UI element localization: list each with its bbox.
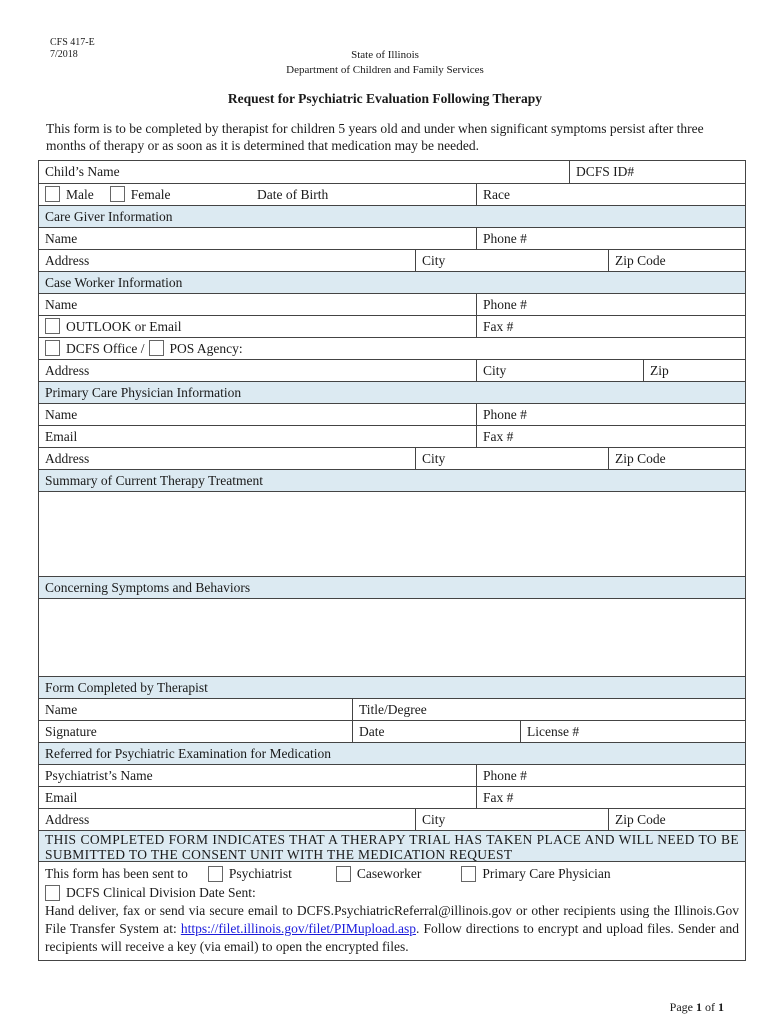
dob-field[interactable] bbox=[251, 184, 476, 205]
clinical-date-line bbox=[45, 884, 739, 902]
caseworker-phone-label: Phone # bbox=[483, 297, 527, 312]
page-total: 1 bbox=[718, 1000, 724, 1014]
caregiver-phone-field[interactable] bbox=[476, 228, 745, 249]
physician-section-title: Primary Care Physician Information bbox=[45, 385, 242, 400]
psychiatrist-fax-field[interactable] bbox=[476, 787, 745, 808]
notice-row bbox=[39, 830, 745, 861]
physician-email-label: Email bbox=[45, 429, 78, 444]
psychiatrist-email-label: Email bbox=[45, 790, 78, 805]
male-label: Male bbox=[66, 187, 94, 202]
caseworker-name-label: Name bbox=[45, 297, 78, 312]
caseworker-name-row bbox=[39, 293, 745, 315]
dcfs-office-label: DCFS Office / bbox=[66, 341, 145, 356]
caseworker-section-header bbox=[39, 271, 745, 293]
therapist-date-field[interactable] bbox=[352, 721, 520, 742]
sent-psychiatrist-checkbox[interactable] bbox=[208, 866, 223, 882]
form-number: CFS 417-E bbox=[50, 37, 95, 48]
physician-zip-label: Zip Code bbox=[615, 451, 666, 466]
caregiver-name-field[interactable] bbox=[39, 228, 476, 249]
psychiatrist-fax-label: Fax # bbox=[483, 790, 514, 805]
caseworker-zip-field[interactable] bbox=[643, 360, 745, 381]
physician-address-row bbox=[39, 447, 745, 469]
caregiver-city-label: City bbox=[422, 253, 446, 268]
state-name: State of Illinois bbox=[351, 49, 419, 61]
therapist-title-label: Title/Degree bbox=[359, 702, 427, 717]
psychiatrist-zip-field[interactable] bbox=[608, 809, 745, 830]
caseworker-city-field[interactable] bbox=[476, 360, 643, 381]
summary-section-title: Summary of Current Therapy Treatment bbox=[45, 473, 263, 488]
caseworker-fax-label: Fax # bbox=[483, 319, 514, 334]
therapist-signature-row bbox=[39, 720, 745, 742]
physician-name-row bbox=[39, 403, 745, 425]
caregiver-zip-field[interactable] bbox=[608, 250, 745, 271]
physician-section-header bbox=[39, 381, 745, 403]
physician-fax-field[interactable] bbox=[476, 426, 745, 447]
child-details-row bbox=[39, 183, 745, 205]
psychiatrist-city-field[interactable] bbox=[415, 809, 608, 830]
physician-city-field[interactable] bbox=[415, 448, 608, 469]
caseworker-address-label: Address bbox=[45, 363, 90, 378]
caregiver-city-field[interactable] bbox=[415, 250, 608, 271]
therapist-date-label: Date bbox=[359, 724, 385, 739]
physician-city-label: City bbox=[422, 451, 446, 466]
female-label: Female bbox=[130, 187, 171, 202]
summary-textarea[interactable] bbox=[39, 491, 745, 576]
therapist-section-header bbox=[39, 676, 745, 698]
child-name-field[interactable] bbox=[39, 161, 569, 183]
gender-field bbox=[39, 184, 251, 205]
caseworker-email-field bbox=[39, 316, 476, 337]
sent-to-label: This form has been sent to bbox=[45, 866, 188, 881]
sent-pcp-checkbox[interactable] bbox=[461, 866, 476, 882]
caseworker-office-row bbox=[39, 337, 745, 359]
physician-address-field[interactable] bbox=[39, 448, 415, 469]
sent-psychiatrist-label: Psychiatrist bbox=[228, 866, 292, 881]
caregiver-name-label: Name bbox=[45, 231, 78, 246]
dcfs-office-checkbox[interactable] bbox=[45, 340, 60, 356]
caregiver-phone-label: Phone # bbox=[483, 231, 527, 246]
physician-zip-field[interactable] bbox=[608, 448, 745, 469]
psychiatrist-zip-label: Zip Code bbox=[615, 812, 666, 827]
page-number bbox=[670, 1000, 724, 1015]
therapist-license-label: License # bbox=[527, 724, 580, 739]
therapist-signature-label: Signature bbox=[45, 724, 97, 739]
symptoms-textarea[interactable] bbox=[39, 598, 745, 676]
form-grid bbox=[38, 160, 746, 961]
psychiatrist-name-row bbox=[39, 764, 745, 786]
caseworker-address-row bbox=[39, 359, 745, 381]
caseworker-phone-field[interactable] bbox=[476, 294, 745, 315]
form-date: 7/2018 bbox=[50, 49, 78, 60]
instructions-text bbox=[45, 902, 739, 956]
caseworker-section-title: Case Worker Information bbox=[45, 275, 183, 290]
dcfs-id-field[interactable] bbox=[569, 161, 745, 183]
outlook-label: OUTLOOK or Email bbox=[66, 319, 182, 334]
race-label: Race bbox=[483, 187, 510, 202]
psychiatrist-phone-field[interactable] bbox=[476, 765, 745, 786]
therapist-section-title: Form Completed by Therapist bbox=[45, 680, 208, 695]
referral-section-title: Referred for Psychiatric Examination for Medication bbox=[45, 746, 332, 761]
psychiatrist-address-field[interactable] bbox=[39, 809, 415, 830]
referral-section-header bbox=[39, 742, 745, 764]
therapist-name-field[interactable] bbox=[39, 699, 352, 720]
dcfs-id-label: DCFS ID# bbox=[576, 164, 635, 179]
sent-to-line bbox=[45, 865, 739, 883]
psychiatrist-email-row bbox=[39, 786, 745, 808]
caseworker-name-field[interactable] bbox=[39, 294, 476, 315]
psychiatrist-phone-label: Phone # bbox=[483, 768, 527, 783]
caseworker-fax-field[interactable] bbox=[476, 316, 745, 337]
physician-email-row bbox=[39, 425, 745, 447]
form-title: Request for Psychiatric Evaluation Following Therapy bbox=[227, 91, 543, 106]
caregiver-section-header bbox=[39, 205, 745, 227]
caregiver-address-field[interactable] bbox=[39, 250, 415, 271]
physician-email-field[interactable] bbox=[39, 426, 476, 447]
physician-fax-label: Fax # bbox=[483, 429, 514, 444]
sent-caseworker-label: Caseworker bbox=[356, 866, 422, 881]
intro-text: This form is to be completed by therapist for children 5 years old and under when significant symptoms persist after three months of therapy or as soon as it is determined that medication may be needed. bbox=[46, 121, 704, 153]
pos-agency-checkbox[interactable] bbox=[149, 340, 164, 356]
caseworker-city-label: City bbox=[483, 363, 507, 378]
physician-name-field[interactable] bbox=[39, 404, 476, 425]
caregiver-section-title: Care Giver Information bbox=[45, 209, 173, 224]
clinical-date-checkbox[interactable] bbox=[45, 885, 60, 901]
caseworker-office-field bbox=[39, 338, 745, 359]
instructions-part-a: Hand deliver, fax or send via secure email to DCFS.PsychiatricReferral@illinois.gov or other recipients using the Illinois.Gov File Transfer System at: bbox=[45, 903, 739, 936]
race-field[interactable] bbox=[476, 184, 745, 205]
caregiver-address-row bbox=[39, 249, 745, 271]
dob-label: Date of Birth bbox=[257, 187, 329, 202]
clinical-date-label: DCFS Clinical Division Date Sent: bbox=[66, 885, 256, 900]
page-current: 1 bbox=[696, 1000, 702, 1014]
therapist-name-label: Name bbox=[45, 702, 78, 717]
psychiatrist-address-row bbox=[39, 808, 745, 830]
pos-agency-label: POS Agency: bbox=[169, 341, 243, 356]
physician-name-label: Name bbox=[45, 407, 78, 422]
therapist-name-row bbox=[39, 698, 745, 720]
psychiatrist-name-field[interactable] bbox=[39, 765, 476, 786]
sent-caseworker-checkbox[interactable] bbox=[336, 866, 351, 882]
male-checkbox[interactable] bbox=[45, 186, 60, 202]
psychiatrist-name-label: Psychiatrist’s Name bbox=[45, 768, 153, 783]
therapist-license-field[interactable] bbox=[520, 721, 745, 742]
sent-to-block bbox=[39, 861, 745, 960]
child-name-label: Child’s Name bbox=[45, 164, 120, 179]
female-checkbox[interactable] bbox=[110, 186, 125, 202]
caregiver-name-row bbox=[39, 227, 745, 249]
therapist-title-field[interactable] bbox=[352, 699, 745, 720]
outlook-checkbox[interactable] bbox=[45, 318, 60, 334]
psychiatrist-address-label: Address bbox=[45, 812, 90, 827]
symptoms-section-title: Concerning Symptoms and Behaviors bbox=[45, 580, 251, 595]
caregiver-address-label: Address bbox=[45, 253, 90, 268]
caregiver-zip-label: Zip Code bbox=[615, 253, 666, 268]
physician-phone-label: Phone # bbox=[483, 407, 527, 422]
caseworker-email-row bbox=[39, 315, 745, 337]
caseworker-zip-label: Zip bbox=[650, 363, 669, 378]
department-name: Department of Children and Family Services bbox=[286, 64, 484, 76]
sent-pcp-label: Primary Care Physician bbox=[482, 866, 611, 881]
psychiatrist-city-label: City bbox=[422, 812, 446, 827]
notice-text: THIS COMPLETED FORM INDICATES THAT A THERAPY TRIAL HAS TAKEN PLACE AND WILL NEED TO BE SUBMITTED TO THE CONSENT UNIT WITH THE MEDICATION REQUEST bbox=[45, 832, 739, 862]
page-of: of bbox=[702, 1000, 718, 1014]
psychiatrist-email-field[interactable] bbox=[39, 787, 476, 808]
child-name-row bbox=[39, 161, 745, 183]
summary-section-header bbox=[39, 469, 745, 491]
file-transfer-link[interactable]: https://filet.illinois.gov/filet/PIMupload.asp bbox=[180, 921, 416, 936]
physician-phone-field[interactable] bbox=[476, 404, 745, 425]
symptoms-section-header bbox=[39, 576, 745, 598]
page-prefix: Page bbox=[669, 1000, 696, 1014]
physician-address-label: Address bbox=[45, 451, 90, 466]
therapist-signature-field[interactable] bbox=[39, 721, 352, 742]
caseworker-address-field[interactable] bbox=[39, 360, 476, 381]
instructions-part-b: . Follow directions to encrypt and upload files. Sender and recipients will receive a key (via email) to open the encrypted files. bbox=[45, 921, 739, 954]
